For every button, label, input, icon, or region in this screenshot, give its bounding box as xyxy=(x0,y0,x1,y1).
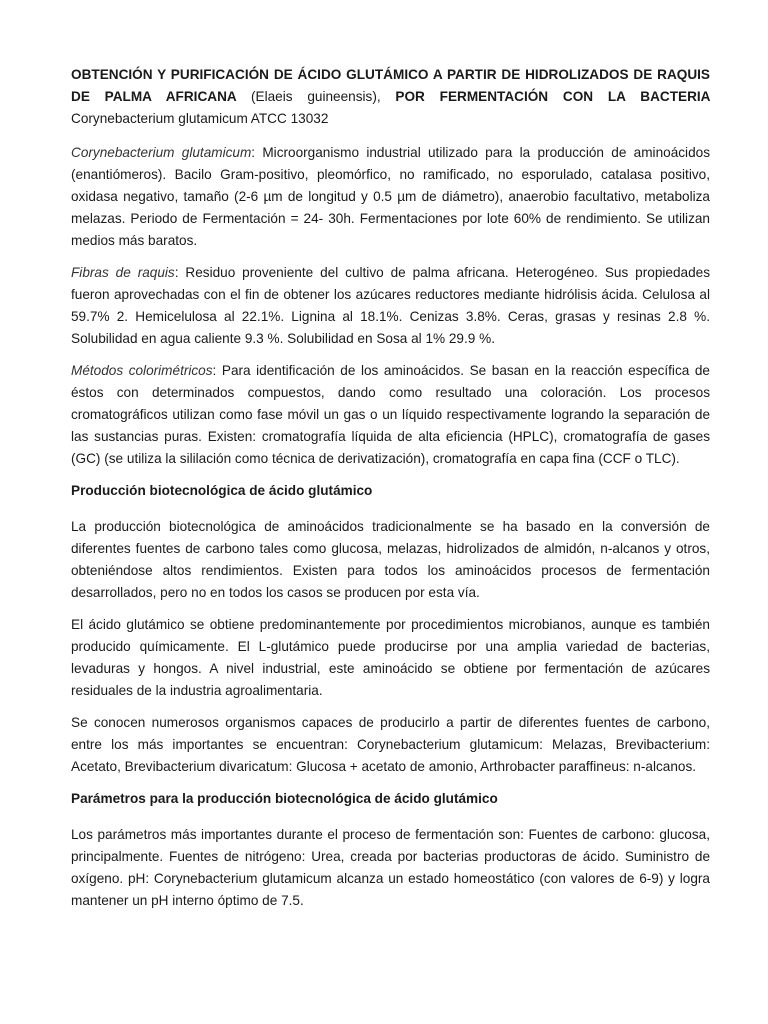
title-rest: POR FERMENTACIÓN CON LA BACTERIA xyxy=(395,89,710,104)
metodos-paragraph xyxy=(71,360,710,470)
metodos-text: : Para identificación de los aminoácidos. Se basan en la reacción específica de éstos con determinados compuestos, dando como resultado una coloración. Los procesos cromatográficos utilizan como fase móvil un gas o un líquido respectivamente logrando la separación de las sustancias puras. Existen: cromatografía líquida de alta eficiencia (HPLC), cromatografía de gases (GC) (se utiliza la sililación como técnica de derivatización), cromatografía en capa fina (CCF o TLC). xyxy=(71,363,710,466)
corynebacterium-label: Corynebacterium glutamicum xyxy=(71,145,252,160)
fibras-text: : Residuo proveniente del cultivo de palma africana. Heterogéneo. Sus propiedades fueron aprovechadas con el fin de obtener los azúcares reductores mediante hidrólisis ácida. Celulosa al 59.7% 2. Hemicelulosa al 22.1%. Lignina al 18.1%. Cenizas 3.8%. Ceras, grasas y resinas 2.8 %. Solubilidad en agua caliente 9.3 %. Solubilidad en Sosa al 1% 29.9 %. xyxy=(71,265,710,346)
produccion-heading: Producción biotecnológica de ácido glutámico xyxy=(71,483,373,498)
fibras-label: Fibras de raquis xyxy=(71,265,175,280)
document-title xyxy=(71,64,710,130)
title-main: OBTENCIÓN Y PURIFICACIÓN DE ÁCIDO GLUTÁMICO A PARTIR DE HIDROLIZADOS DE RAQUIS DE PALMA AFRICANA xyxy=(71,67,710,104)
produccion-paragraph-2: El ácido glutámico se obtiene predominantemente por procedimientos microbianos, aunque es también producido químicamente. El L-glutámico puede producirse por una amplia variedad de bacterias, levaduras y hongos. A nivel industrial, este aminoácido se obtiene por fermentación de azúcares residuales de la industria agroalimentaria. xyxy=(71,617,710,698)
parametros-heading: Parámetros para la producción biotecnológica de ácido glutámico xyxy=(71,791,498,806)
fibras-paragraph xyxy=(71,262,710,350)
corynebacterium-text: : Microorganismo industrial utilizado para la producción de aminoácidos (enantiómeros). Bacilo Gram-positivo, pleomórfico, no ramificado, no esporulado, catalasa positivo, oxidasa negativo, tamaño (2-6 µm de longitud y 0.5 µm de diámetro), anaerobio facultativo, metaboliza melazas. Periodo de Fermentación = 24- 30h. Fermentaciones por lote 60% de rendimiento. Se utilizan medios más baratos. xyxy=(71,145,710,248)
corynebacterium-paragraph xyxy=(71,142,710,252)
parametros-paragraph: Los parámetros más importantes durante el proceso de fermentación son: Fuentes de carbono: glucosa, principalmente. Fuentes de nitrógeno: Urea, creada por bacterias productoras de ácido. Suministro de oxígeno. pH: Corynebacterium glutamicum alcanza un estado homeostático (con valores de 6-9) y logra mantener un pH interno óptimo de 7.5. xyxy=(71,827,710,908)
produccion-paragraph-1: La producción biotecnológica de aminoácidos tradicionalmente se ha basado en la conversión de diferentes fuentes de carbono tales como glucosa, melazas, hidrolizados de almidón, n-alcanos y otros, obteniéndose altos rendimientos. Existen para todos los aminoácidos procesos de fermentación desarrollados, pero no en todos los casos se producen por esta vía. xyxy=(71,519,710,600)
title-species: (Elaeis guineensis), xyxy=(251,89,381,104)
produccion-paragraph-3: Se conocen numerosos organismos capaces de producirlo a partir de diferentes fuentes de carbono, entre los más importantes se encuentran: Corynebacterium glutamicum: Melazas, Brevibacterium: Acetato, Brevibacterium divaricatum: Glucosa + acetato de amonio, Arthrobacter paraffineus: n-alcanos. xyxy=(71,715,710,774)
metodos-label: Métodos colorimétricos xyxy=(71,363,213,378)
title-bacteria: Corynebacterium glutamicum ATCC 13032 xyxy=(71,111,329,126)
